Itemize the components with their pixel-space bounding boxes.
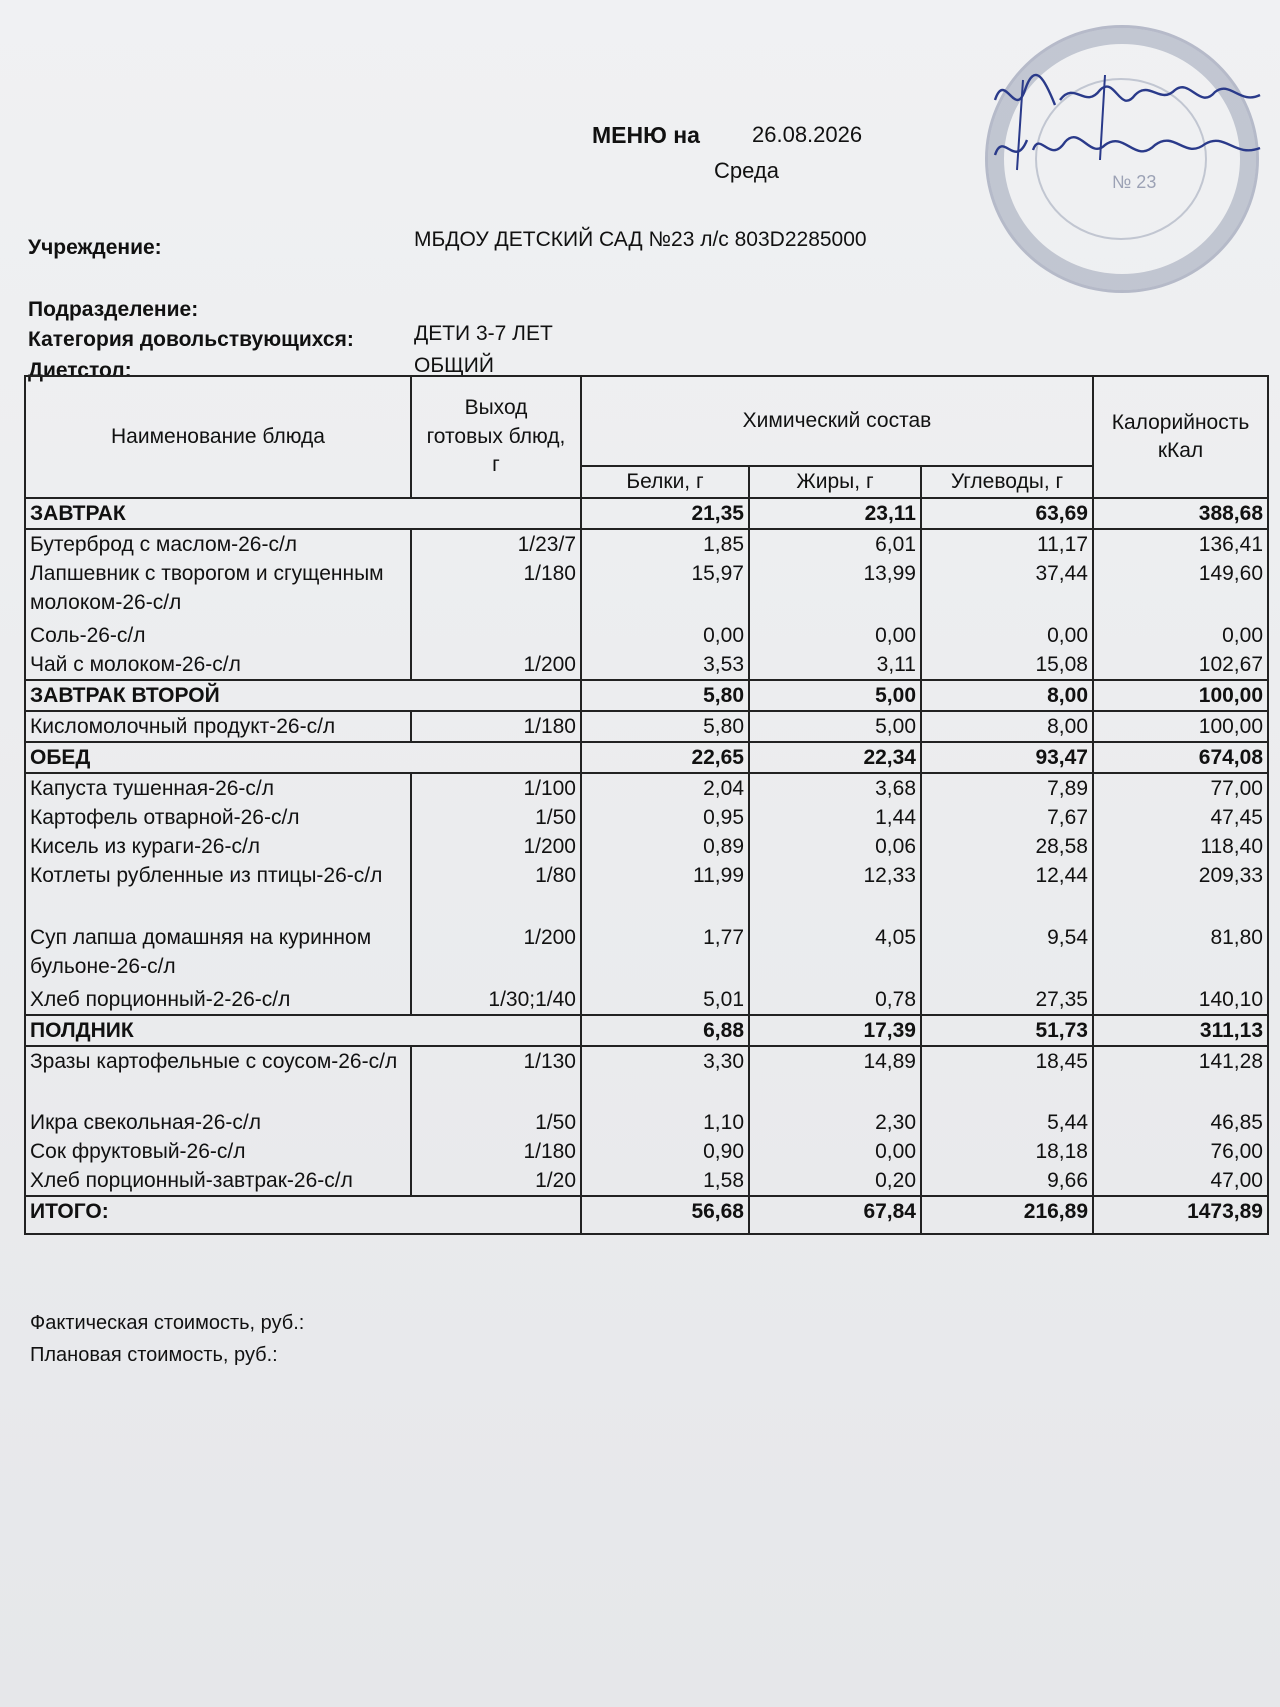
dish-row [25, 832, 1268, 861]
dish-yield: 1/20 [411, 1166, 581, 1196]
dish-carbs: 28,58 [921, 832, 1093, 861]
stamp-number: № 23 [1112, 172, 1157, 192]
dish-protein: 5,80 [581, 711, 749, 742]
section-total-calories: 388,68 [1093, 498, 1268, 529]
dish-fat: 0,20 [749, 1166, 921, 1196]
dish-row [25, 559, 1268, 621]
dish-yield [411, 621, 581, 650]
dish-fat: 12,33 [749, 861, 921, 923]
section-total-fat: 17,39 [749, 1015, 921, 1046]
col-header-yield-line2: готовых блюд, [426, 424, 566, 448]
dish-fat: 0,00 [749, 621, 921, 650]
dish-protein: 2,04 [581, 773, 749, 803]
menu-table-total [25, 1196, 1268, 1234]
dish-row [25, 803, 1268, 832]
section-row [25, 1015, 1268, 1046]
dish-protein: 1,85 [581, 529, 749, 559]
section-total-calories: 674,08 [1093, 742, 1268, 773]
dish-carbs: 7,89 [921, 773, 1093, 803]
signature-image [985, 60, 1275, 180]
dish-protein: 3,30 [581, 1046, 749, 1108]
dish-row [25, 1166, 1268, 1196]
dish-fat: 0,00 [749, 1137, 921, 1166]
dish-carbs: 0,00 [921, 621, 1093, 650]
dish-name: Икра свекольная-26-с/л [25, 1108, 411, 1137]
dish-fat: 6,01 [749, 529, 921, 559]
dish-protein: 0,00 [581, 621, 749, 650]
dish-yield: 1/200 [411, 923, 581, 985]
category-value: ДЕТИ 3-7 ЛЕТ [414, 322, 553, 345]
section-row [25, 680, 1268, 711]
dish-carbs: 5,44 [921, 1108, 1093, 1137]
section-row [25, 742, 1268, 773]
dish-calories: 47,00 [1093, 1166, 1268, 1196]
dish-yield: 1/50 [411, 1108, 581, 1137]
col-header-chem: Химический состав [581, 376, 1093, 466]
diet-value: ОБЩИЙ [414, 354, 494, 377]
planned-cost-label: Плановая стоимость, руб.: [30, 1344, 278, 1366]
dish-carbs: 18,45 [921, 1046, 1093, 1108]
dish-calories: 140,10 [1093, 985, 1268, 1015]
dish-calories: 141,28 [1093, 1046, 1268, 1108]
dish-name: Бутерброд с маслом-26-с/л [25, 529, 411, 559]
dish-name: Хлеб порционный-2-26-с/л [25, 985, 411, 1015]
section-total-calories: 100,00 [1093, 680, 1268, 711]
dish-protein: 11,99 [581, 861, 749, 923]
section-title: ОБЕД [25, 742, 581, 773]
dish-yield: 1/180 [411, 711, 581, 742]
dish-carbs: 11,17 [921, 529, 1093, 559]
dish-protein: 0,89 [581, 832, 749, 861]
menu-title: МЕНЮ на [592, 122, 700, 148]
dish-name: Соль-26-с/л [25, 621, 411, 650]
dish-fat: 0,06 [749, 832, 921, 861]
dish-row [25, 923, 1268, 985]
col-header-fat: Жиры, г [749, 466, 921, 498]
dish-calories: 77,00 [1093, 773, 1268, 803]
section-total-protein: 21,35 [581, 498, 749, 529]
section-total-protein: 6,88 [581, 1015, 749, 1046]
dish-name: Капуста тушенная-26-с/л [25, 773, 411, 803]
dish-fat: 3,11 [749, 650, 921, 680]
dish-yield: 1/180 [411, 1137, 581, 1166]
section-title: ЗАВТРАК [25, 498, 581, 529]
section-title: ПОЛДНИК [25, 1015, 581, 1046]
dish-carbs: 27,35 [921, 985, 1093, 1015]
dish-yield: 1/180 [411, 559, 581, 621]
dish-yield: 1/23/7 [411, 529, 581, 559]
dish-protein: 1,58 [581, 1166, 749, 1196]
dish-calories: 100,00 [1093, 711, 1268, 742]
dish-yield: 1/80 [411, 861, 581, 923]
dish-carbs: 15,08 [921, 650, 1093, 680]
menu-date: 26.08.2026 [752, 122, 863, 147]
col-header-calories [1093, 376, 1268, 498]
dish-yield: 1/50 [411, 803, 581, 832]
dish-calories: 118,40 [1093, 832, 1268, 861]
dish-carbs: 37,44 [921, 559, 1093, 621]
section-total-fat: 22,34 [749, 742, 921, 773]
dish-name: Лапшевник с творогом и сгущенным молоком-26-с/л [25, 559, 411, 621]
dish-name: Суп лапша домашняя на куринном бульоне-26-с/л [25, 923, 411, 985]
dish-calories: 149,60 [1093, 559, 1268, 621]
dish-name: Кисломолочный продукт-26-с/л [25, 711, 411, 742]
section-total-carbs: 63,69 [921, 498, 1093, 529]
col-header-protein: Белки, г [581, 466, 749, 498]
total-carbs: 216,89 [921, 1196, 1093, 1234]
dish-name: Хлеб порционный-завтрак-26-с/л [25, 1166, 411, 1196]
col-header-carbs: Углеводы, г [921, 466, 1093, 498]
dish-calories: 136,41 [1093, 529, 1268, 559]
institution-value: МБДОУ ДЕТСКИЙ САД №23 л/с 803D2285000 [414, 228, 867, 251]
category-label: Категория довольствующихся: [28, 328, 354, 351]
dish-carbs: 12,44 [921, 861, 1093, 923]
dish-fat: 5,00 [749, 711, 921, 742]
dish-carbs: 9,54 [921, 923, 1093, 985]
dish-carbs: 7,67 [921, 803, 1093, 832]
dish-calories: 76,00 [1093, 1137, 1268, 1166]
actual-cost-label: Фактическая стоимость, руб.: [30, 1312, 305, 1334]
dish-name: Картофель отварной-26-с/л [25, 803, 411, 832]
dish-calories: 209,33 [1093, 861, 1268, 923]
section-total-fat: 23,11 [749, 498, 921, 529]
dish-protein: 1,77 [581, 923, 749, 985]
dish-fat: 1,44 [749, 803, 921, 832]
section-row [25, 498, 1268, 529]
section-title: ЗАВТРАК ВТОРОЙ [25, 680, 581, 711]
dish-fat: 13,99 [749, 559, 921, 621]
col-header-calories-line2: кКал [1157, 439, 1204, 462]
dish-row [25, 861, 1268, 923]
dish-protein: 0,95 [581, 803, 749, 832]
dish-protein: 15,97 [581, 559, 749, 621]
col-header-name: Наименование блюда [25, 376, 411, 498]
dish-yield: 1/130 [411, 1046, 581, 1108]
col-header-yield-line1: Выход [464, 396, 528, 420]
dish-calories: 81,80 [1093, 923, 1268, 985]
dish-row [25, 773, 1268, 803]
section-total-calories: 311,13 [1093, 1015, 1268, 1046]
col-header-yield [411, 376, 581, 498]
section-total-carbs: 51,73 [921, 1015, 1093, 1046]
dish-calories: 46,85 [1093, 1108, 1268, 1137]
subdivision-label: Подразделение: [28, 298, 199, 321]
institution-label: Учреждение: [28, 236, 162, 259]
menu-weekday: Среда [714, 158, 779, 183]
menu-table-header [25, 376, 1268, 498]
dish-calories: 47,45 [1093, 803, 1268, 832]
total-label: ИТОГО: [25, 1196, 581, 1234]
section-total-carbs: 93,47 [921, 742, 1093, 773]
dish-row [25, 1108, 1268, 1137]
dish-carbs: 18,18 [921, 1137, 1093, 1166]
menu-table-body [25, 498, 1268, 1196]
dish-fat: 0,78 [749, 985, 921, 1015]
dish-protein: 1,10 [581, 1108, 749, 1137]
col-header-calories-line1: Калорийность [1111, 410, 1250, 434]
dish-row [25, 985, 1268, 1015]
dish-carbs: 8,00 [921, 711, 1093, 742]
dish-protein: 3,53 [581, 650, 749, 680]
section-total-protein: 22,65 [581, 742, 749, 773]
dish-yield: 1/100 [411, 773, 581, 803]
menu-table [24, 375, 1269, 1235]
total-protein: 56,68 [581, 1196, 749, 1234]
dish-name: Сок фруктовый-26-с/л [25, 1137, 411, 1166]
dish-carbs: 9,66 [921, 1166, 1093, 1196]
dish-fat: 4,05 [749, 923, 921, 985]
dish-calories: 102,67 [1093, 650, 1268, 680]
dish-calories: 0,00 [1093, 621, 1268, 650]
dish-row [25, 621, 1268, 650]
section-total-protein: 5,80 [581, 680, 749, 711]
dish-yield: 1/200 [411, 832, 581, 861]
total-calories: 1473,89 [1093, 1196, 1268, 1234]
dish-name: Зразы картофельные с соусом-26-с/л [25, 1046, 411, 1108]
dish-row [25, 1046, 1268, 1108]
dish-protein: 5,01 [581, 985, 749, 1015]
dish-name: Кисель из кураги-26-с/л [25, 832, 411, 861]
diet-label: Диетстол: [28, 359, 132, 382]
dish-name: Чай с молоком-26-с/л [25, 650, 411, 680]
dish-yield: 1/200 [411, 650, 581, 680]
dish-row [25, 650, 1268, 680]
total-fat: 67,84 [749, 1196, 921, 1234]
dish-fat: 14,89 [749, 1046, 921, 1108]
dish-fat: 2,30 [749, 1108, 921, 1137]
section-total-fat: 5,00 [749, 680, 921, 711]
dish-fat: 3,68 [749, 773, 921, 803]
dish-row [25, 711, 1268, 742]
dish-row [25, 1137, 1268, 1166]
dish-row [25, 529, 1268, 559]
section-total-carbs: 8,00 [921, 680, 1093, 711]
dish-yield: 1/30;1/40 [411, 985, 581, 1015]
total-row [25, 1196, 1268, 1234]
dish-protein: 0,90 [581, 1137, 749, 1166]
dish-name: Котлеты рубленные из птицы-26-с/л [25, 861, 411, 923]
col-header-yield-line3: г [492, 453, 500, 477]
